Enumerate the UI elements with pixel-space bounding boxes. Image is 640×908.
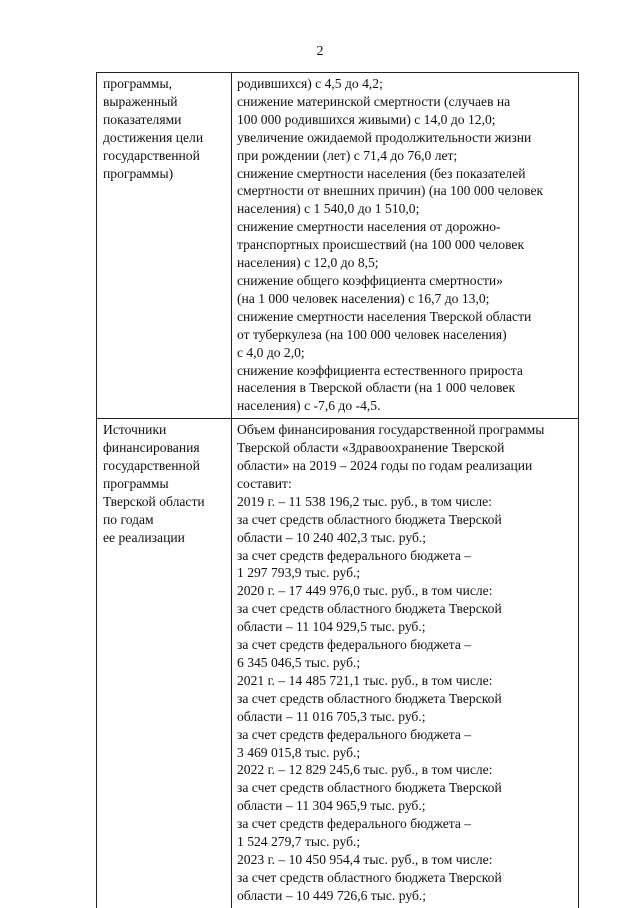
row-label-text xyxy=(103,421,227,546)
label-line: программы) xyxy=(103,165,174,181)
content-line: 1 524 279,7 тыс. руб.; xyxy=(237,834,361,850)
content-line: за счет средств областного бюджета Тверской xyxy=(237,780,502,796)
content-line: Тверской области «Здравоохранение Тверской xyxy=(237,440,505,456)
content-line: за счет средств областного бюджета Тверской xyxy=(237,511,502,527)
row-content-cell xyxy=(232,419,579,908)
content-line: при рождении (лет) с 71,4 до 76,0 лет; xyxy=(237,147,458,163)
content-line: населения в Тверской области (на 1 000 человек xyxy=(237,380,516,396)
label-line: достижения цели xyxy=(103,129,204,145)
label-line: государственной xyxy=(103,147,200,163)
label-line: Источники xyxy=(103,422,167,438)
row-label-cell xyxy=(97,73,232,419)
content-line: снижение смертности населения (без показателей xyxy=(237,165,526,181)
row-label-text xyxy=(103,75,227,182)
label-line: выраженный xyxy=(103,93,178,109)
label-line: ее реализации xyxy=(103,529,185,545)
content-line: 2022 г. – 12 829 245,6 тыс. руб., в том числе: xyxy=(237,762,493,778)
label-line: программы, xyxy=(103,76,173,91)
financing-text xyxy=(237,421,574,904)
content-line: снижение коэффициента естественного прироста xyxy=(237,362,523,378)
content-line: за счет средств федерального бюджета – xyxy=(237,637,472,653)
label-line: государственной xyxy=(103,458,200,474)
content-line: 100 000 родившихся живыми) с 14,0 до 12,0; xyxy=(237,111,496,127)
content-line: (на 1 000 человек населения) с 16,7 до 13,0; xyxy=(237,290,490,306)
content-line: области – 11 016 705,3 тыс. руб.; xyxy=(237,708,426,724)
content-line: области – 11 104 929,5 тыс. руб.; xyxy=(237,619,426,635)
content-line: смертности от внешних причин) (на 100 000 человек xyxy=(237,183,544,199)
content-line: области – 10 240 402,3 тыс. руб.; xyxy=(237,529,427,545)
table-row xyxy=(97,73,579,419)
row-content-cell xyxy=(232,73,579,419)
content-line: за счет средств областного бюджета Тверской xyxy=(237,601,502,617)
content-line: родившихся) с 4,5 до 4,2; xyxy=(237,76,383,91)
indicators-text xyxy=(237,75,574,415)
content-line: 1 297 793,9 тыс. руб.; xyxy=(237,565,361,581)
content-line: 2023 г. – 10 450 954,4 тыс. руб., в том числе: xyxy=(237,851,493,867)
content-line: области – 11 304 965,9 тыс. руб.; xyxy=(237,798,426,814)
content-line: населения) с -7,6 до -4,5. xyxy=(237,398,381,414)
content-line: области – 10 449 726,6 тыс. руб.; xyxy=(237,887,427,903)
content-line: 3 469 015,8 тыс. руб.; xyxy=(237,744,361,760)
content-line: снижение общего коэффициента смертности» xyxy=(237,272,503,288)
content-line: за счет средств областного бюджета Тверской xyxy=(237,869,502,885)
content-line: снижение смертности населения Тверской области xyxy=(237,308,532,324)
content-line: Объем финансирования государственной программы xyxy=(237,422,545,438)
program-passport-table xyxy=(96,72,579,908)
content-line: 2019 г. – 11 538 196,2 тыс. руб., в том числе: xyxy=(237,493,492,509)
content-line: снижение смертности населения от дорожно- xyxy=(237,219,501,235)
content-line: составит: xyxy=(237,475,292,491)
content-line: за счет средств областного бюджета Тверской xyxy=(237,690,502,706)
label-line: Тверской области xyxy=(103,493,205,509)
label-line: финансирования xyxy=(103,440,200,456)
content-line: с 4,0 до 2,0; xyxy=(237,344,305,360)
row-label-cell xyxy=(97,419,232,908)
page-number: 2 xyxy=(316,44,324,59)
label-line: по годам xyxy=(103,511,154,527)
content-line: за счет средств федерального бюджета – xyxy=(237,726,472,742)
label-line: программы xyxy=(103,475,169,491)
content-line: транспортных происшествий (на 100 000 человек xyxy=(237,237,525,253)
content-line: за счет средств федерального бюджета – xyxy=(237,816,472,832)
content-line: населения) с 1 540,0 до 1 510,0; xyxy=(237,201,420,217)
label-line: показателями xyxy=(103,111,182,127)
content-line: за счет средств федерального бюджета – xyxy=(237,547,472,563)
content-line: от туберкулеза (на 100 000 человек населения) xyxy=(237,326,507,342)
content-line: 6 345 046,5 тыс. руб.; xyxy=(237,655,361,670)
table-row xyxy=(97,419,579,908)
content-line: области» на 2019 – 2024 годы по годам реализации xyxy=(237,458,533,474)
content-line: 2021 г. – 14 485 721,1 тыс. руб., в том числе: xyxy=(237,672,493,688)
content-line: увеличение ожидаемой продолжительности жизни xyxy=(237,129,532,145)
content-line: 2020 г. – 17 449 976,0 тыс. руб., в том числе: xyxy=(237,583,493,599)
content-line: населения) с 12,0 до 8,5; xyxy=(237,255,379,271)
content-line: снижение материнской смертности (случаев на xyxy=(237,93,511,109)
